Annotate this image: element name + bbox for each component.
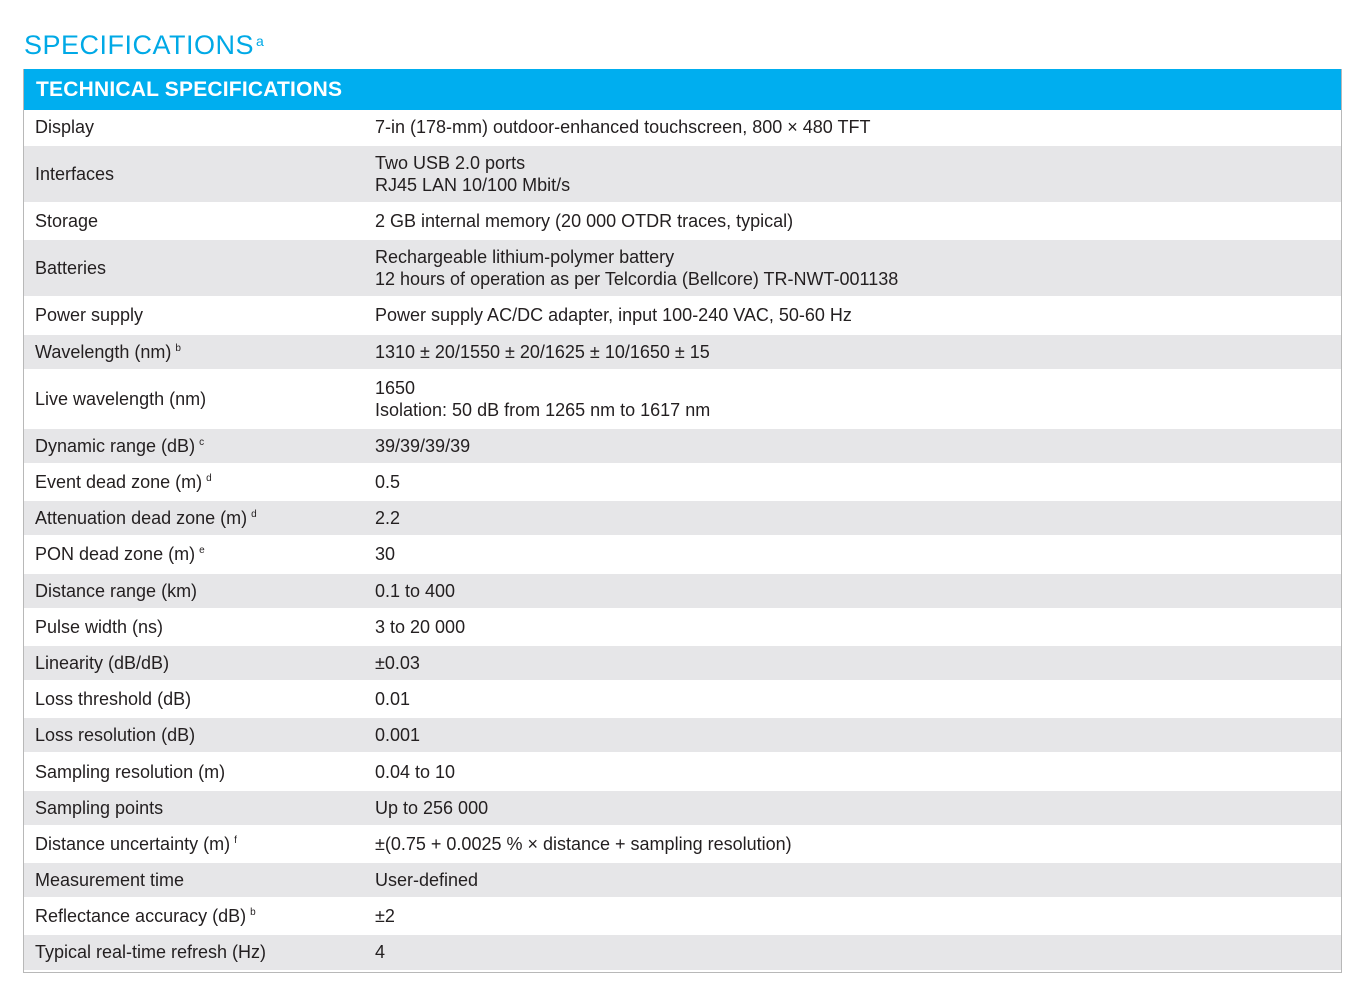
- spec-value: 0.01: [375, 689, 411, 710]
- table-row: [24, 465, 1341, 501]
- footnote-marker: b: [250, 907, 256, 919]
- spec-value-cell: [375, 377, 1341, 421]
- table-row: [24, 204, 1341, 240]
- spec-label-cell: [24, 210, 375, 232]
- table-row: [24, 110, 1341, 146]
- footnote-marker: c: [199, 436, 205, 448]
- spec-value: Power supply AC/DC adapter, input 100-240 VAC, 50-60 Hz: [375, 305, 852, 326]
- table-row: [24, 429, 1341, 465]
- spec-value-cell: [375, 341, 1341, 363]
- title-footnote-marker: a: [256, 33, 264, 49]
- table-row: [24, 863, 1341, 899]
- spec-value: 2 GB internal memory (20 000 OTDR traces, typical): [375, 211, 794, 232]
- spec-label-cell: [24, 304, 375, 326]
- spec-label-cell: [24, 869, 375, 891]
- page-title-text: SPECIFICATIONS: [24, 30, 255, 60]
- spec-label-cell: [24, 116, 375, 138]
- spec-value: Up to 256 000: [375, 797, 489, 818]
- spec-value-cell: [375, 616, 1341, 638]
- table-row: [24, 335, 1341, 371]
- spec-label: Storage: [35, 211, 99, 232]
- table-row: [24, 827, 1341, 863]
- table-row: [24, 646, 1341, 682]
- spec-label-cell: [24, 507, 375, 529]
- footnote-marker: e: [199, 545, 205, 557]
- spec-label-cell: [24, 257, 375, 279]
- spec-value: 12 hours of operation as per Telcordia (Bellcore) TR-NWT-001138: [375, 269, 899, 290]
- spec-label: Attenuation dead zone (m): [35, 508, 248, 529]
- table-body: [24, 110, 1341, 972]
- spec-label-cell: [24, 688, 375, 710]
- spec-value: Rechargeable lithium-polymer battery: [375, 247, 675, 268]
- spec-value: Isolation: 50 dB from 1265 nm to 1617 nm: [375, 399, 711, 420]
- table-row: [24, 371, 1341, 429]
- spec-value-cell: [375, 688, 1341, 710]
- spec-label-cell: [24, 652, 375, 674]
- table-row: [24, 146, 1341, 204]
- table-row: [24, 682, 1341, 718]
- spec-label: Typical real-time refresh (Hz): [35, 942, 267, 963]
- spec-value-cell: [375, 580, 1341, 602]
- spec-value-cell: [375, 797, 1341, 819]
- spec-value: Two USB 2.0 ports: [375, 153, 526, 174]
- spec-value: ±0.03: [375, 652, 420, 673]
- spec-value-cell: [375, 724, 1341, 746]
- spec-label-cell: [24, 941, 375, 963]
- spec-value: RJ45 LAN 10/100 Mbit/s: [375, 175, 571, 196]
- spec-label-cell: [24, 761, 375, 783]
- spec-value: 2.2: [375, 508, 401, 529]
- spec-value: ±(0.75 + 0.0025 % × distance + sampling resolution): [375, 833, 792, 854]
- spec-label: Dynamic range (dB): [35, 435, 196, 456]
- spec-label: Distance range (km): [35, 580, 198, 601]
- table-row: [24, 537, 1341, 573]
- spec-value: 0.04 to 10: [375, 761, 456, 782]
- table-row: [24, 718, 1341, 754]
- specifications-table: [23, 69, 1342, 973]
- table-row: [24, 791, 1341, 827]
- spec-value-cell: [375, 833, 1341, 855]
- spec-value: 39/39/39/39: [375, 435, 471, 456]
- spec-label-cell: [24, 905, 375, 927]
- spec-value: 0.5: [375, 472, 401, 493]
- spec-label-cell: [24, 580, 375, 602]
- spec-label: Loss resolution (dB): [35, 725, 196, 746]
- table-row: [24, 935, 1341, 971]
- spec-label: Event dead zone (m): [35, 472, 203, 493]
- spec-label-cell: [24, 435, 375, 457]
- spec-value: User-defined: [375, 870, 479, 891]
- spec-label-cell: [24, 471, 375, 493]
- spec-value: 7-in (178-mm) outdoor-enhanced touchscreen, 800 × 480 TFT: [375, 117, 871, 138]
- spec-value-cell: [375, 543, 1341, 565]
- spec-value-cell: [375, 471, 1341, 493]
- page-title: [24, 29, 264, 61]
- spec-value: 0.001: [375, 725, 421, 746]
- spec-label: Display: [35, 117, 95, 138]
- table-row: [24, 610, 1341, 646]
- spec-label: Live wavelength (nm): [35, 388, 207, 409]
- spec-value-cell: [375, 246, 1341, 290]
- spec-label-cell: [24, 797, 375, 819]
- spec-value: 30: [375, 544, 396, 565]
- spec-label: Sampling points: [35, 797, 164, 818]
- spec-value-cell: [375, 869, 1341, 891]
- spec-value-cell: [375, 507, 1341, 529]
- spec-value: 0.1 to 400: [375, 580, 456, 601]
- spec-label: Pulse width (ns): [35, 616, 164, 637]
- spec-label-cell: [24, 833, 375, 855]
- table-row: [24, 754, 1341, 790]
- spec-label: Wavelength (nm): [35, 341, 172, 362]
- table-row: [24, 899, 1341, 935]
- spec-label: PON dead zone (m): [35, 544, 196, 565]
- spec-value-cell: [375, 435, 1341, 457]
- table-header: TECHNICAL SPECIFICATIONS: [24, 69, 1341, 110]
- spec-value-cell: [375, 116, 1341, 138]
- spec-value-cell: [375, 761, 1341, 783]
- spec-value-cell: [375, 152, 1341, 196]
- spec-value: 4: [375, 942, 386, 963]
- footnote-marker: f: [234, 834, 237, 846]
- footnote-marker: d: [206, 473, 212, 485]
- spec-label-cell: [24, 724, 375, 746]
- spec-label-cell: [24, 163, 375, 185]
- spec-label: Sampling resolution (m): [35, 761, 226, 782]
- spec-value: 3 to 20 000: [375, 616, 466, 637]
- spec-label-cell: [24, 341, 375, 363]
- footnote-marker: b: [175, 342, 181, 354]
- table-row: [24, 298, 1341, 334]
- spec-label: Loss threshold (dB): [35, 689, 192, 710]
- spec-value: 1310 ± 20/1550 ± 20/1625 ± 10/1650 ± 15: [375, 341, 710, 362]
- spec-label-cell: [24, 616, 375, 638]
- spec-value-cell: [375, 304, 1341, 326]
- spec-label: Interfaces: [35, 164, 115, 185]
- spec-value-cell: [375, 652, 1341, 674]
- footnote-marker: d: [251, 509, 257, 521]
- spec-value: 1650: [375, 377, 416, 398]
- spec-label-cell: [24, 543, 375, 565]
- spec-value-cell: [375, 941, 1341, 963]
- spec-label: Power supply: [35, 305, 144, 326]
- table-row: [24, 574, 1341, 610]
- spec-value-cell: [375, 905, 1341, 927]
- spec-label: Measurement time: [35, 870, 185, 891]
- table-row: [24, 501, 1341, 537]
- spec-label: Reflectance accuracy (dB): [35, 906, 247, 927]
- spec-label: Linearity (dB/dB): [35, 652, 170, 673]
- spec-label: Batteries: [35, 258, 107, 279]
- spec-label-cell: [24, 388, 375, 410]
- spec-label: Distance uncertainty (m): [35, 833, 231, 854]
- table-row: [24, 240, 1341, 298]
- spec-value: ±2: [375, 906, 395, 927]
- spec-value-cell: [375, 210, 1341, 232]
